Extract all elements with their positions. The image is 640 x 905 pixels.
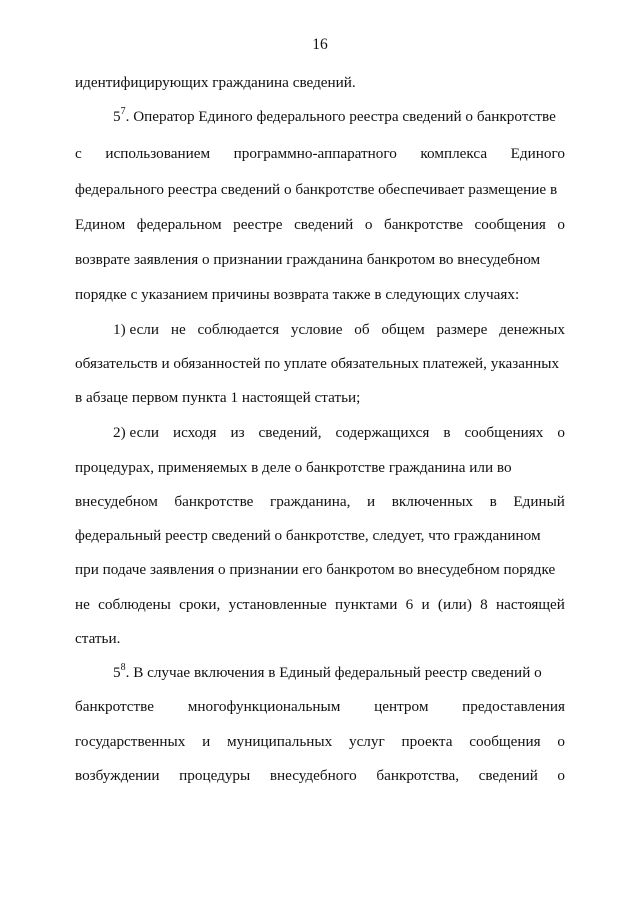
word: проекта [401, 733, 453, 750]
text-line-3 [75, 145, 565, 163]
word: в [489, 493, 497, 510]
list-item-2-line-7: статьи. [75, 630, 121, 647]
word: в [443, 424, 451, 441]
word: 1) если [113, 321, 160, 338]
word: услуг [348, 733, 385, 750]
word: содержащихся [335, 424, 430, 441]
word: внесудебного [269, 767, 357, 784]
word: о [557, 216, 565, 233]
word: использованием [105, 145, 211, 162]
word: исходя [172, 424, 217, 441]
word: комплекса [420, 145, 488, 162]
word: денежных [499, 321, 565, 338]
word: не [170, 321, 186, 338]
list-item-2-line-6 [75, 596, 565, 614]
paragraph-text: . В случае включения в Единый федеральный реестр сведений о [125, 664, 542, 681]
paragraph-number: 5 [113, 664, 121, 681]
word: банкротстве [383, 216, 463, 233]
word: о [557, 733, 565, 750]
word: предоставления [462, 698, 565, 715]
word: (или) [437, 596, 472, 613]
word: сведений [294, 216, 354, 233]
text-line-5 [75, 216, 565, 234]
word: о [364, 216, 373, 233]
list-item-1-line-3: в абзаце первом пункта 1 настоящей статьи; [75, 389, 361, 406]
word: размере [436, 321, 488, 338]
list-item-2-line-2: процедурах, применяемых в деле о банкротстве гражданина или во [75, 459, 512, 476]
list-item-2-line-4: федеральный реестр сведений о банкротстве, следует, что гражданином [75, 527, 541, 544]
word: об [354, 321, 370, 338]
word: сроки, [179, 596, 221, 613]
word: 2) если [113, 424, 160, 441]
list-item-2-line-5: при подаче заявления о признании его банкротом во внесудебном порядке [75, 561, 556, 578]
word: сообщения [474, 216, 546, 233]
word: о [557, 767, 565, 784]
paragraph-text: . Оператор Единого федерального реестра сведений о банкротстве [125, 108, 556, 125]
text-line-6: возврате заявления о признании гражданина банкротом во внесудебном [75, 251, 541, 268]
text-line-21 [75, 767, 565, 785]
paragraph-number: 5 [113, 108, 121, 125]
text-line-7: порядке с указанием причины возврата также в следующих случаях: [75, 286, 520, 303]
text-line-19 [75, 698, 565, 716]
word: не [75, 596, 90, 613]
word: реестре [233, 216, 283, 233]
word: государственных [75, 733, 186, 750]
word: Едином [75, 216, 126, 233]
word: внесудебном [75, 493, 158, 510]
word: 6 [405, 596, 414, 613]
word: банкротстве [174, 493, 254, 510]
page-number: 16 [312, 36, 328, 53]
text-line-4: федерального реестра сведений о банкротстве обеспечивает размещение в [75, 181, 558, 198]
word: гражданина, [269, 493, 351, 510]
word: условие [290, 321, 343, 338]
word: 8 [480, 596, 488, 613]
list-item-1-line-1 [113, 321, 565, 339]
word: Единый [513, 493, 565, 510]
word: из [230, 424, 245, 441]
text-line-20 [75, 733, 565, 751]
word: банкротства, [376, 767, 460, 784]
word: многофункциональным [187, 698, 341, 715]
text-line-1: идентифицирующих гражданина сведений. [75, 74, 356, 91]
word: программно-аппаратного [233, 145, 397, 162]
word: установленные [228, 596, 327, 613]
word: сведений [478, 767, 538, 784]
word: о [557, 424, 565, 441]
word: общем [381, 321, 425, 338]
paragraph-superscript: 8 [120, 661, 126, 673]
word: возбуждении [75, 767, 160, 784]
word: соблюдены [98, 596, 171, 613]
word: сообщения [469, 733, 541, 750]
word: сведений, [258, 424, 322, 441]
list-item-2-line-1 [113, 424, 565, 442]
list-item-1-line-2: обязательств и обязанностей по уплате обязательных платежей, указанных [75, 355, 560, 372]
word: с [75, 145, 82, 162]
word: Единого [510, 145, 565, 162]
paragraph-5-7-heading-line [113, 105, 565, 126]
word: центром [374, 698, 429, 715]
word: банкротстве [75, 698, 154, 715]
word: сообщениях [464, 424, 544, 441]
word: настоящей [496, 596, 565, 613]
word: и [202, 733, 211, 750]
word: муниципальных [227, 733, 333, 750]
word: федеральном [136, 216, 222, 233]
paragraph-superscript: 7 [120, 105, 126, 117]
word: пунктами [335, 596, 398, 613]
paragraph-5-8-heading-line [113, 661, 565, 682]
word: и [366, 493, 376, 510]
word: процедуры [179, 767, 251, 784]
word: и [421, 596, 430, 613]
word: включенных [391, 493, 474, 510]
list-item-2-line-3 [75, 493, 565, 511]
word: соблюдается [197, 321, 280, 338]
